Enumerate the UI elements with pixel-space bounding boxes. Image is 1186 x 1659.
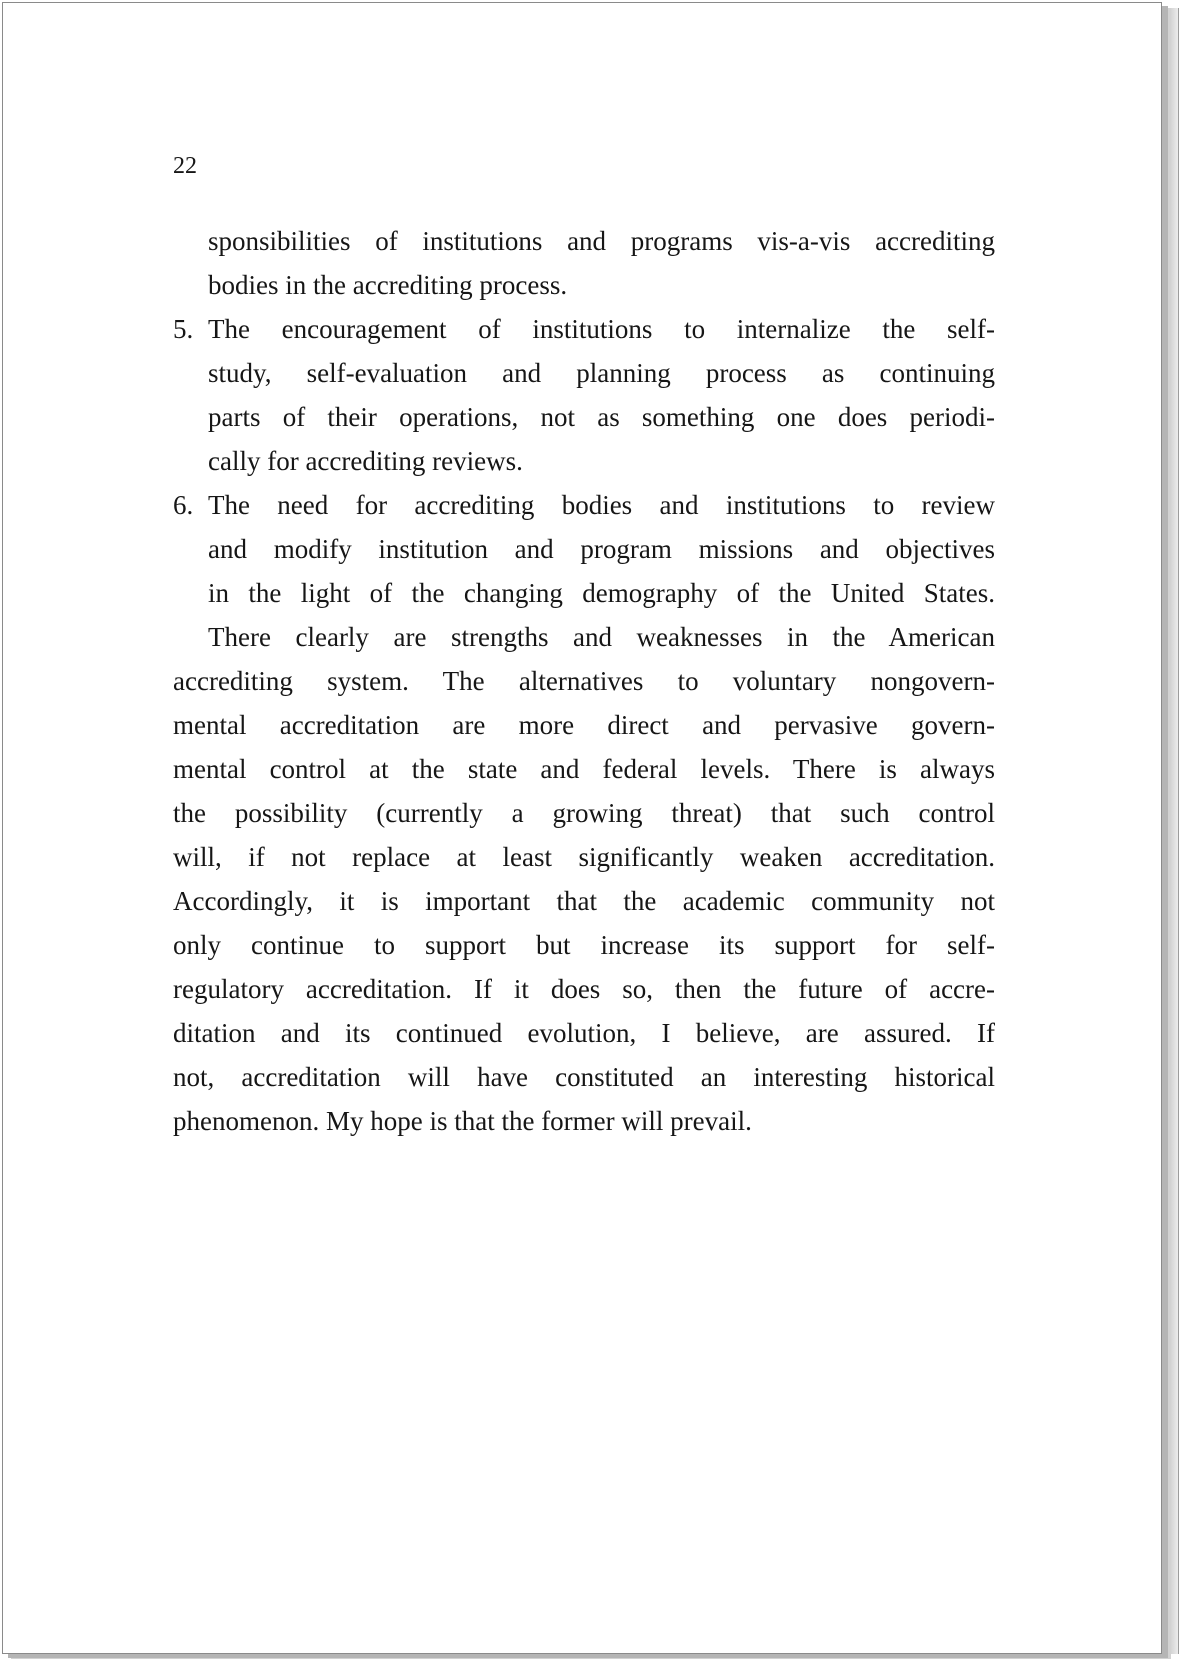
paragraph-line: only continue to support but increase its support for self- [173,930,995,960]
list-item-line: in the light of the changing demography of the United States. [208,578,995,608]
paragraph-line: regulatory accreditation. If it does so, then the future of accre- [173,974,995,1004]
list-item-line: The encouragement of institutions to internalize the self- [208,314,995,344]
paragraph-line: mental control at the state and federal levels. There is always [173,754,995,784]
paragraph-line: not, accreditation will have constituted an interesting historical [173,1062,995,1092]
document-page [2,2,1162,1654]
list-item-5 [173,307,995,351]
paragraph-line: There clearly are strengths and weaknesses in the American [208,622,995,652]
list-item-line: study, self-evaluation and planning process as continuing [208,358,995,388]
paragraph-line: mental accreditation are more direct and pervasive govern- [173,710,995,740]
paragraph-line: accrediting system. The alternatives to voluntary nongovern- [173,666,995,696]
list-item-6 [173,483,995,527]
continuation-line: sponsibilities of institutions and programs vis-a-vis accrediting [208,226,995,256]
paragraph-line: ditation and its continued evolution, I believe, are assured. If [173,1018,995,1048]
paragraph-line: phenomenon. My hope is that the former will prevail. [173,1106,752,1136]
list-item-line: and modify institution and program missions and objectives [208,534,995,564]
list-item-number: 5. [173,314,194,344]
paragraph-line: will, if not replace at least significantly weaken accreditation. [173,842,995,872]
list-item-line: parts of their operations, not as something one does periodi- [208,402,995,432]
paragraph-line: the possibility (currently a growing threat) that such control [173,798,995,828]
paragraph-line: Accordingly, it is important that the academic community not [173,886,995,916]
page-number: 22 [173,153,197,179]
list-item-number: 6. [173,490,194,520]
list-item-line: cally for accrediting reviews. [208,446,523,476]
continuation-line: bodies in the accrediting process. [208,270,568,300]
page-edge-shadow [1164,8,1179,1654]
list-item-line: The need for accrediting bodies and institutions to review [208,490,995,520]
page-body [173,219,995,1143]
